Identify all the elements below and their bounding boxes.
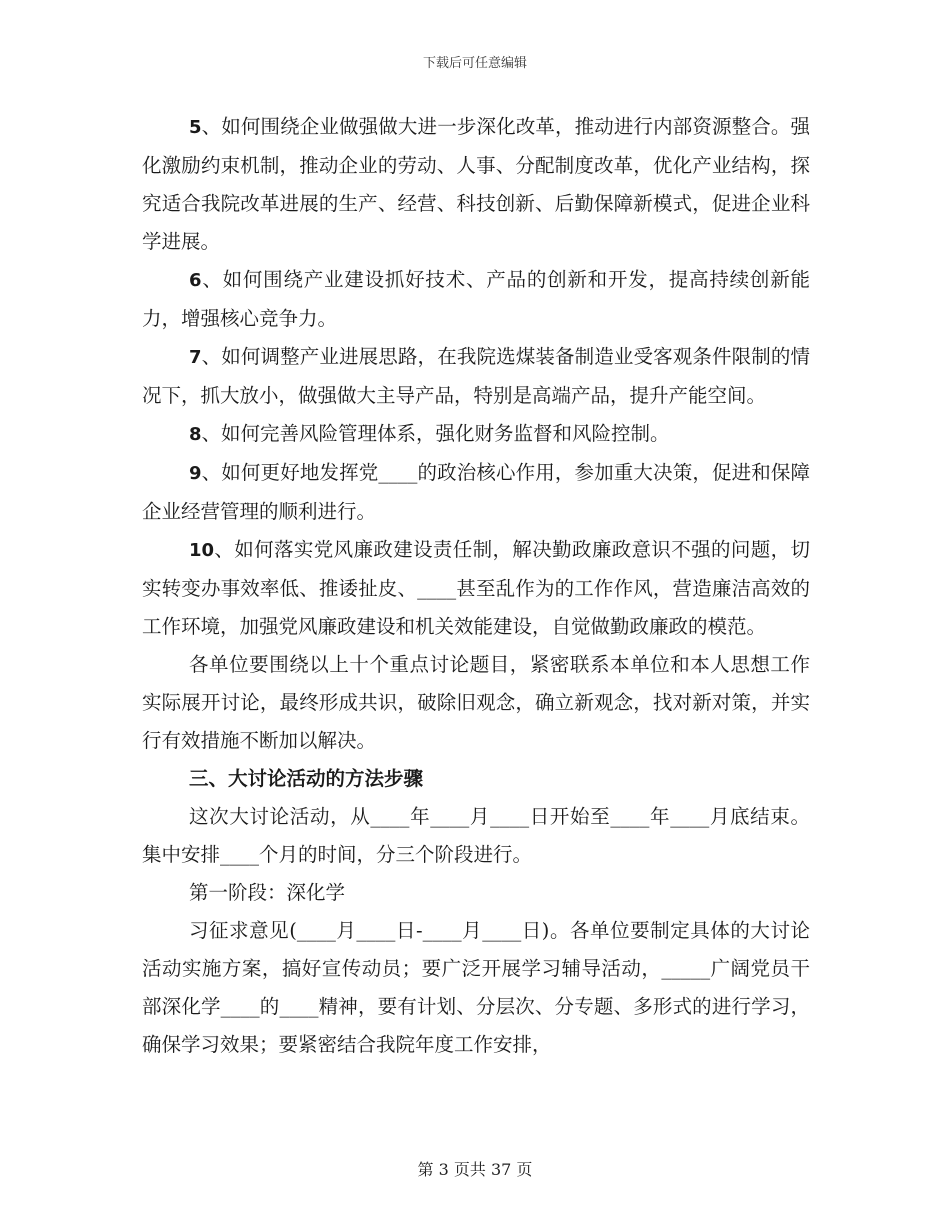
- list-item-7: [142, 338, 810, 415]
- item-number: 7: [189, 347, 202, 368]
- item-text: 、如何更好地发挥党____的政治核心作用，参加重大决策，促进和保障企业经营管理的顺利进行。: [142, 461, 810, 523]
- list-item-6: [142, 261, 810, 338]
- page-footer: 第 3 页共 37 页: [417, 1160, 533, 1179]
- item-text: 、如何完善风险管理体系，强化财务监督和风险控制。: [201, 422, 670, 445]
- item-number: 8: [189, 424, 202, 445]
- stage-label: 第一阶段：深化学: [189, 881, 346, 904]
- item-text: 、如何围绕企业做强做大进一步深化改革，推动进行内部资源整合。强化激励约束机制，推动企业的劳动、人事、分配制度改革，优化产业结构，探究适合我院改革进展的生产、经营、科技创新、后勤保障新模式，促进企业科学进展。: [142, 115, 810, 253]
- item-number: 10: [189, 540, 215, 561]
- item-text: 、如何调整产业进展思路，在我院选煤装备制造业受客观条件限制的情况下，抓大放小，做强做大主导产品，特别是高端产品，提升产能空间。: [142, 345, 810, 407]
- section-heading: 三、大讨论活动的方法步骤: [189, 767, 424, 790]
- item-number: 6: [189, 270, 202, 291]
- document-body: [142, 108, 810, 1064]
- list-item-8: [142, 415, 810, 454]
- item-number: 9: [189, 463, 202, 484]
- page-header: 下载后可任意编辑: [422, 56, 527, 71]
- item-number: 5: [189, 117, 202, 138]
- stage-paragraph: 习征求意见(____月____日-____月____日)。各单位要制定具体的大讨论活动实施方案，搞好宣传动员；要广泛开展学习辅导活动，_____广阔党员干部深化学____的____精神，要有计划、分层次、分专题、多形式的进行学习，确保学习效果；要紧密结合我院年度工作安排，: [142, 919, 810, 1056]
- summary-paragraph: 各单位要围绕以上十个重点讨论题目，紧密联系本单位和本人思想工作实际展开讨论，最终形成共识，破除旧观念，确立新观念，找对新对策，并实行有效措施不断加以解决。: [142, 653, 810, 752]
- list-item-10: [142, 531, 810, 646]
- item-text: 、如何围绕产业建设抓好技术、产品的创新和开发，提高持续创新能力，增强核心竞争力。: [142, 268, 810, 330]
- item-text: 、如何落实党风廉政建设责任制，解决勤政廉政意识不强的问题，切实转变办事效率低、推诿扯皮、____甚至乱作为的工作作风，营造廉洁高效的工作环境，加强党风廉政建设和机关效能建设，自觉做勤政廉政的模范。: [142, 538, 810, 638]
- list-item-5: [142, 108, 810, 261]
- section-paragraph: 这次大讨论活动，从____年____月____日开始至____年____月底结束。集中安排____个月的时间，分三个阶段进行。: [142, 805, 810, 866]
- list-item-9: [142, 454, 810, 531]
